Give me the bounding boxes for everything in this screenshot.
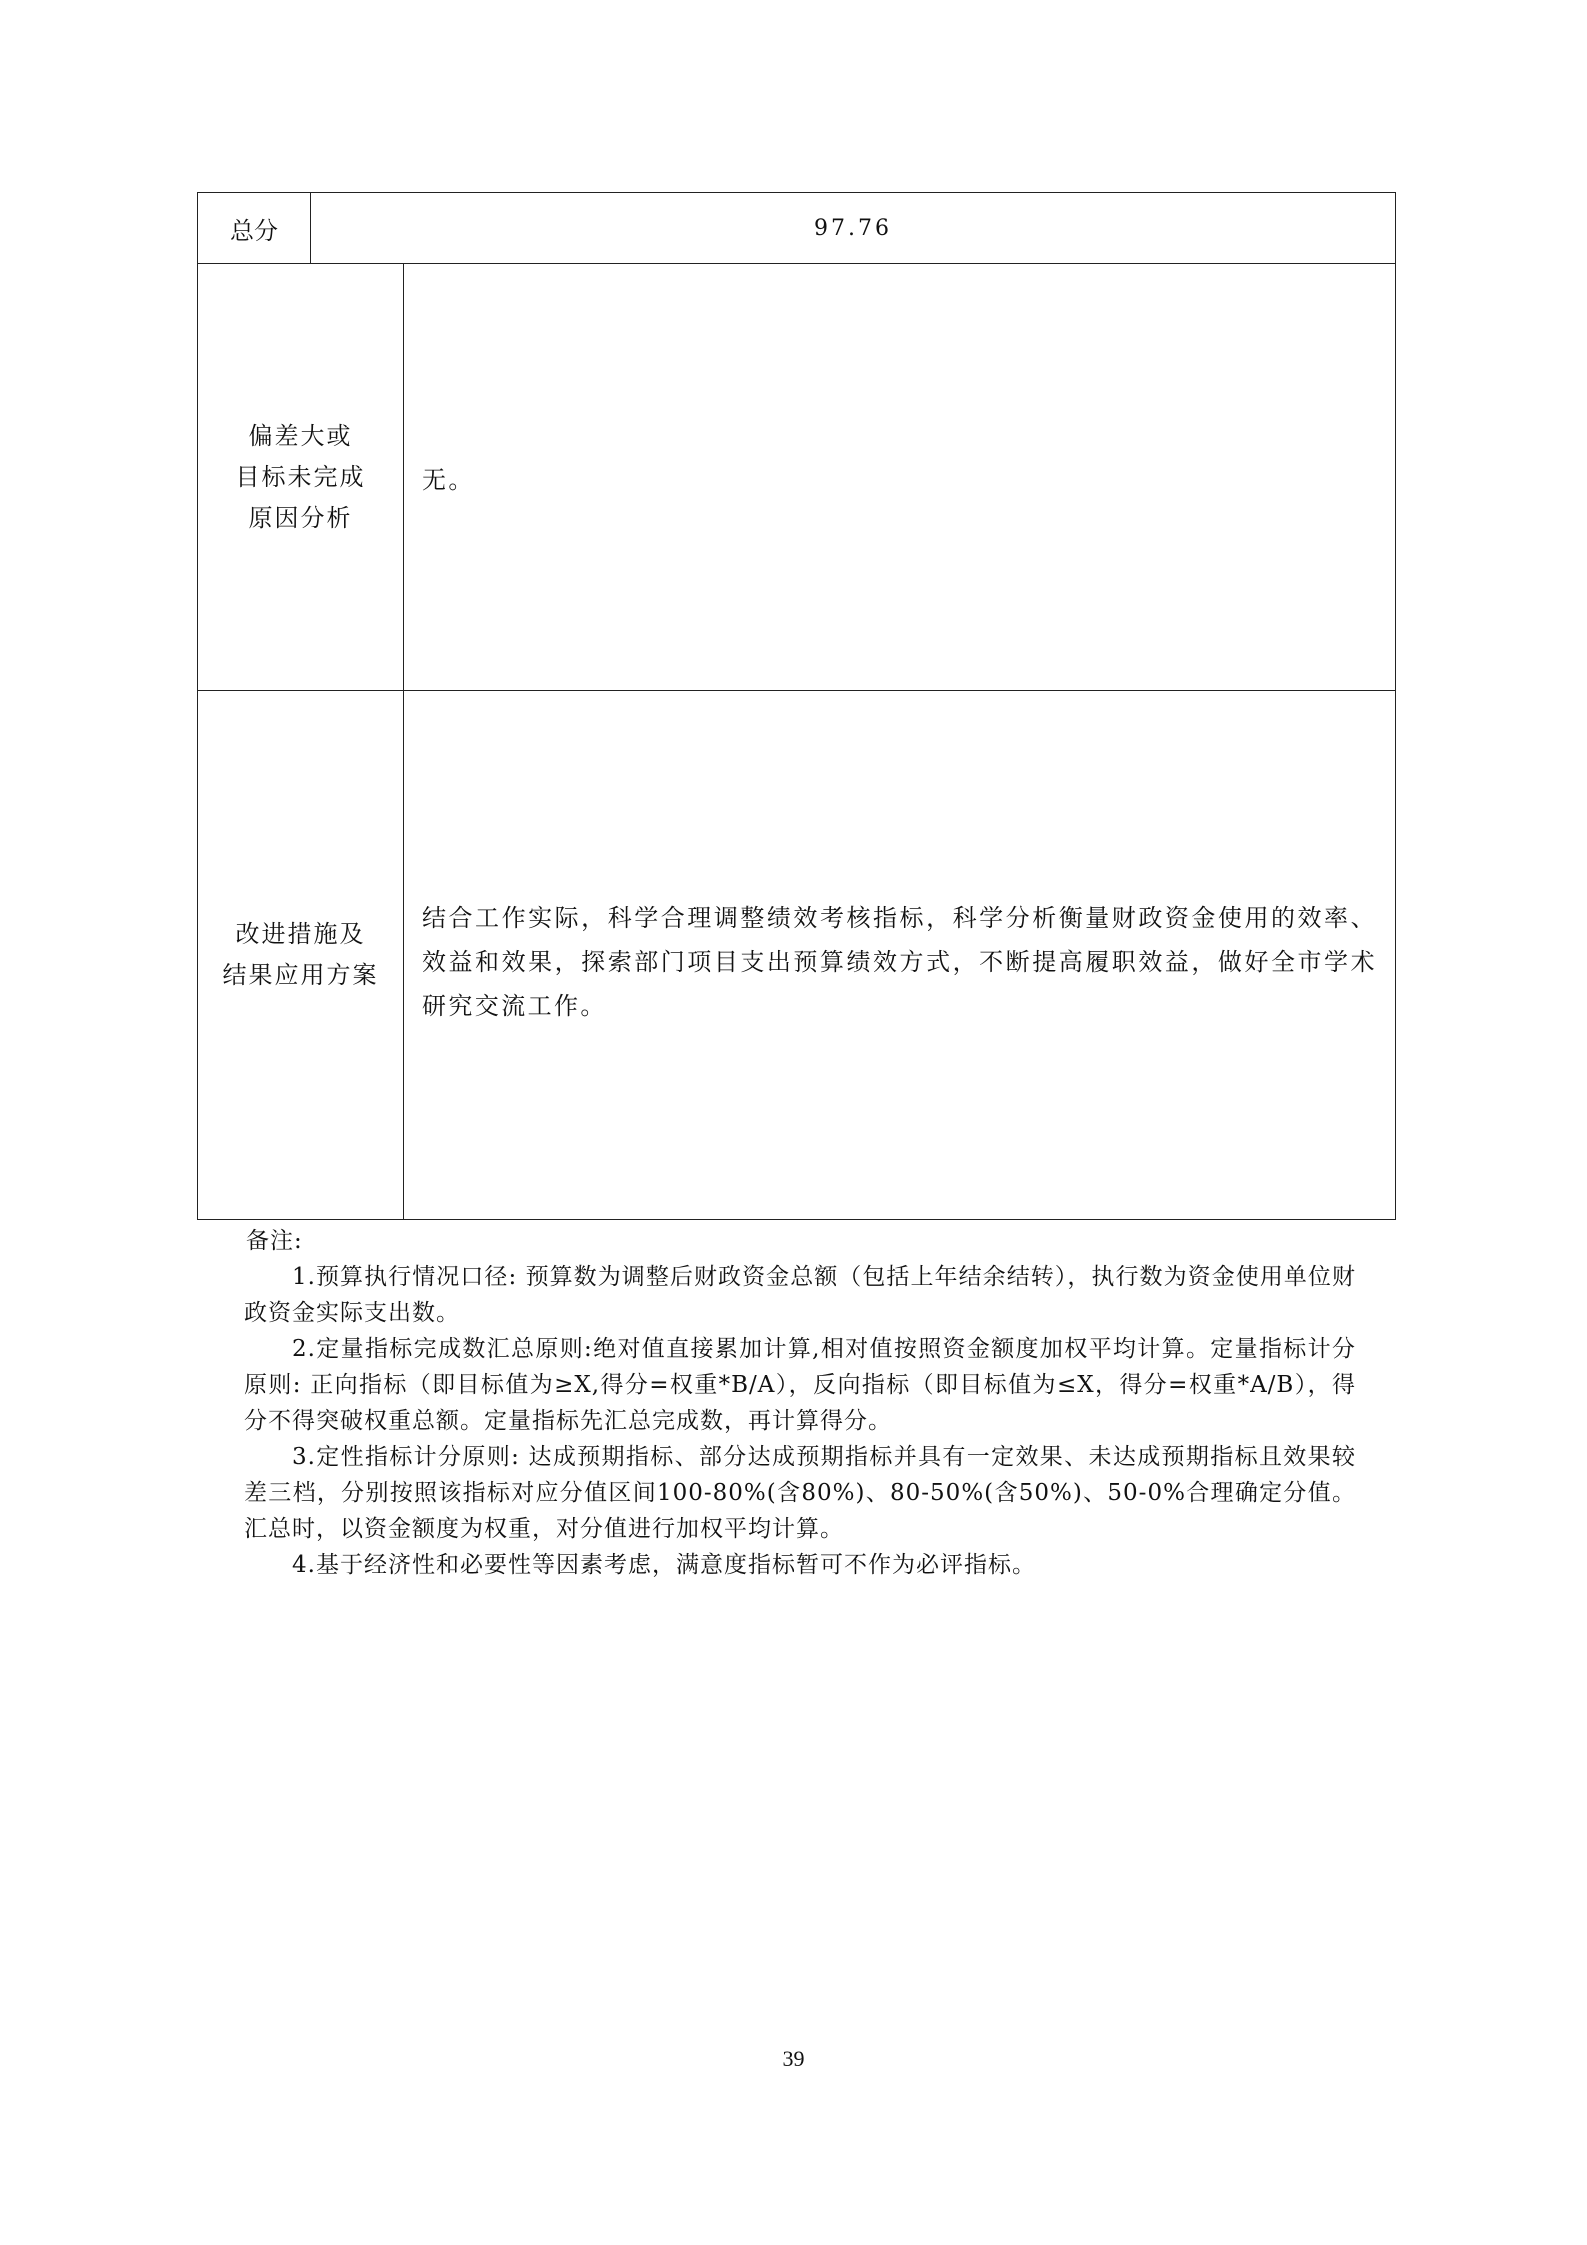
improvement-label-line-2: 结果应用方案 xyxy=(222,961,379,989)
deviation-label-line-2: 目标未完成 xyxy=(235,462,366,491)
notes-section xyxy=(244,1223,1356,1583)
note-item-1: 1.预算执行情况口径: 预算数为调整后财政资金总额（包括上年结余结转），执行数为资金使用单位财政资金实际支出数。 xyxy=(244,1264,1356,1326)
note-item-3: 3.定性指标计分原则: 达成预期指标、部分达成预期指标并具有一定效果、未达成预期指标且效果较差三档，分别按照该指标对应分值区间100-80%(含80%)、80-50%(含50%)、50-0%合理确定分值。汇总时，以资金额度为权重，对分值进行加权平均计算。 xyxy=(244,1444,1356,1542)
improvement-plan-content: 结合工作实际，科学合理调整绩效考核指标，科学分析衡量财政资金使用的效率、效益和效果，探索部门项目支出预算绩效方式，不断提高履职效益，做好全市学术研究交流工作。 xyxy=(422,904,1377,1020)
total-score-row xyxy=(198,193,1395,264)
note-item-2: 2.定量指标完成数汇总原则:绝对值直接累加计算,相对值按照资金额度加权平均计算。定量指标计分原则: 正向指标（即目标值为≥X,得分=权重*B/A），反向指标（即目标值为≤X，得分=权重*A/B），得分不得突破权重总额。定量指标先汇总完成数，再计算得分。 xyxy=(244,1336,1356,1434)
deviation-analysis-row xyxy=(198,264,1395,691)
deviation-label-line-3: 原因分析 xyxy=(248,503,353,532)
notes-title: 备注: xyxy=(246,1228,303,1254)
evaluation-table xyxy=(197,192,1396,1220)
note-item-4: 4.基于经济性和必要性等因素考虑，满意度指标暂可不作为必评指标。 xyxy=(292,1552,1036,1578)
improvement-plan-label xyxy=(198,691,404,1219)
page-number: 39 xyxy=(782,2046,805,2071)
deviation-label-line-1: 偏差大或 xyxy=(248,421,353,450)
deviation-analysis-content: 无。 xyxy=(422,466,475,494)
total-score-label: 总分 xyxy=(198,193,311,263)
deviation-analysis-label xyxy=(198,264,404,690)
improvement-plan-row xyxy=(198,691,1395,1219)
improvement-label-line-1: 改进措施及 xyxy=(235,920,366,948)
total-score-value: 97.76 xyxy=(814,215,892,241)
